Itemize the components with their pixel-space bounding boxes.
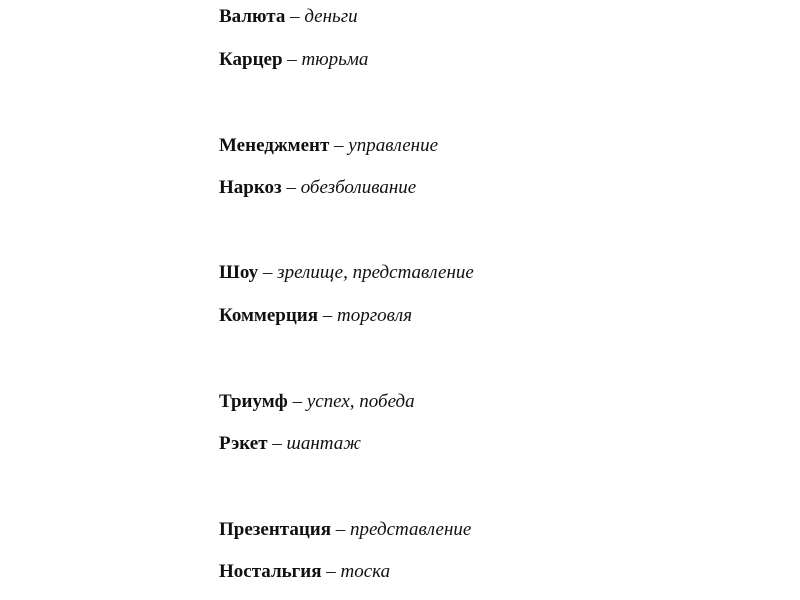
entry-definition: шантаж — [286, 433, 361, 454]
entry-term: Шоу — [219, 262, 259, 283]
entry-prezentatsiya — [219, 519, 471, 541]
entry-menedzhment — [219, 135, 438, 157]
entry-separator: – — [282, 49, 302, 70]
entry-separator: – — [285, 6, 305, 27]
entry-valyuta — [219, 6, 358, 28]
entry-kommertsiya — [219, 305, 412, 327]
entry-definition: тюрьма — [301, 49, 369, 70]
entry-definition: обезболивание — [300, 177, 417, 198]
entry-reket — [219, 433, 361, 455]
entry-term: Менеджмент — [219, 135, 330, 156]
entry-definition: успех, победа — [306, 391, 415, 412]
entry-definition: тоска — [340, 561, 391, 582]
entry-term: Наркоз — [219, 177, 282, 198]
entry-shou — [219, 262, 474, 284]
entry-definition: деньги — [304, 6, 358, 27]
entry-separator: – — [331, 519, 351, 540]
entry-separator: – — [318, 305, 338, 326]
entry-separator: – — [329, 135, 349, 156]
entry-separator: – — [321, 561, 341, 582]
entry-term: Рэкет — [219, 433, 268, 454]
entry-separator: – — [281, 177, 301, 198]
entry-term: Ностальгия — [219, 561, 322, 582]
entry-term: Презентация — [219, 519, 332, 540]
entry-narkoz — [219, 177, 416, 199]
entry-term: Триумф — [219, 391, 288, 412]
entry-definition: представление — [350, 519, 472, 540]
entry-definition: управление — [348, 135, 439, 156]
entry-nostalgiya — [219, 561, 390, 583]
entry-term: Коммерция — [219, 305, 319, 326]
entry-separator: – — [267, 433, 287, 454]
entry-triumf — [219, 391, 415, 413]
entry-separator: – — [258, 262, 278, 283]
entry-term: Карцер — [219, 49, 283, 70]
entry-definition: торговля — [337, 305, 413, 326]
entry-separator: – — [287, 391, 307, 412]
entry-kartser — [219, 49, 368, 71]
entry-definition: зрелище, представление — [277, 262, 474, 283]
entry-term: Валюта — [219, 6, 286, 27]
